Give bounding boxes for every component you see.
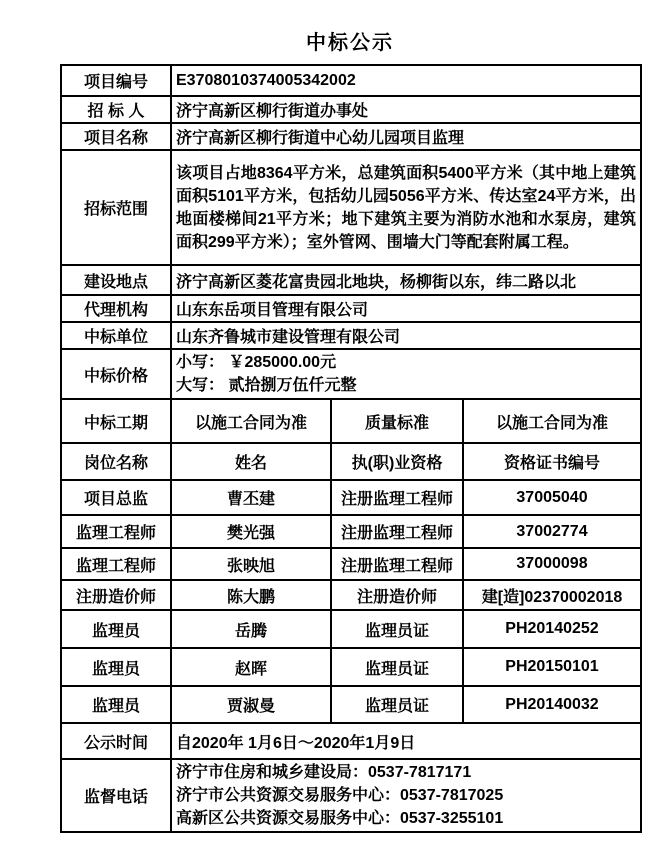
staff-cert-no: PH20140252 (463, 610, 641, 648)
phone-line: 济宁市公共资源交易服务中心：0537-7817025 (176, 787, 504, 804)
table-row-supervision-phone (61, 759, 641, 832)
staff-position: 监理工程师 (61, 515, 171, 548)
header-cert-no: 资格证书编号 (463, 443, 641, 480)
row-value: 济宁高新区柳行街道中心幼儿园项目监理 (171, 123, 641, 150)
row-value: 济宁高新区菱花富贵园北地块，杨柳街以东，纬二路以北 (171, 265, 641, 295)
table-row-period-quality (61, 399, 641, 443)
staff-name: 樊光强 (171, 515, 331, 548)
header-position: 岗位名称 (61, 443, 171, 480)
row-label: 项目名称 (61, 123, 171, 150)
staff-qualification: 注册监理工程师 (331, 515, 463, 548)
table-row-project-number (61, 65, 641, 96)
quality-value: 以施工合同为准 (463, 399, 641, 443)
table-row-project-name (61, 123, 641, 150)
row-label: 监督电话 (61, 759, 171, 832)
quality-label: 质量标准 (331, 399, 463, 443)
table-row-bid-scope (61, 150, 641, 265)
price-uppercase: 大写： 贰拾捌万伍仟元整 (176, 377, 357, 394)
staff-cert-no: 37002774 (463, 515, 641, 548)
staff-name: 曹丕建 (171, 480, 331, 515)
staff-qualification: 监理员证 (331, 610, 463, 648)
phone-line: 高新区公共资源交易服务中心：0537-3255101 (176, 810, 504, 827)
staff-qualification: 注册监理工程师 (331, 480, 463, 515)
page-title: 中标公示 (306, 32, 394, 54)
table-row-staff (61, 610, 641, 648)
staff-cert-no: 37000098 (463, 548, 641, 580)
table-row-staff (61, 515, 641, 548)
table-row-publicity-time (61, 723, 641, 759)
price-lowercase: 小写： ￥285000.00元 (176, 354, 337, 371)
row-value: 济宁高新区柳行街道办事处 (171, 96, 641, 123)
staff-cert-no: 建[造]02370002018 (463, 580, 641, 610)
table-row-staff (61, 686, 641, 723)
phone-line: 济宁市住房和城乡建设局：0537-7817171 (176, 764, 472, 781)
table-row-bid-price (61, 349, 641, 399)
row-label: 代理机构 (61, 295, 171, 322)
row-label: 项目编号 (61, 65, 171, 96)
table-row-construction-site (61, 265, 641, 295)
table-row-staff (61, 648, 641, 686)
row-label: 中标价格 (61, 349, 171, 399)
row-label: 中标单位 (61, 322, 171, 349)
row-value: 山东齐鲁城市建设管理有限公司 (171, 322, 641, 349)
table-row-winning-bidder (61, 322, 641, 349)
row-label: 建设地点 (61, 265, 171, 295)
header-name: 姓名 (171, 443, 331, 480)
staff-name: 岳腾 (171, 610, 331, 648)
table-row-staff (61, 548, 641, 580)
row-value (171, 349, 641, 399)
staff-position: 监理工程师 (61, 548, 171, 580)
staff-cert-no: PH20140032 (463, 686, 641, 723)
staff-qualification: 监理员证 (331, 648, 463, 686)
table-row-staff-header (61, 443, 641, 480)
staff-qualification: 监理员证 (331, 686, 463, 723)
header-qualification: 执(职)业资格 (331, 443, 463, 480)
staff-name: 陈大鹏 (171, 580, 331, 610)
staff-position: 监理员 (61, 648, 171, 686)
staff-qualification: 注册造价师 (331, 580, 463, 610)
row-value: 该项目占地8364平方米，总建筑面积5400平方米（其中地上建筑面积5101平方米，包括幼儿园5056平方米、传达室24平方米，出地面楼梯间21平方米；地下建筑主要为消防水池和水泵房，建筑面积299平方米）；室外管网、围墙大门等配套附属工程。 (171, 150, 641, 265)
staff-cert-no: PH20150101 (463, 648, 641, 686)
row-value: E3708010374005342002 (171, 65, 641, 96)
staff-name: 张映旭 (171, 548, 331, 580)
staff-position: 注册造价师 (61, 580, 171, 610)
staff-cert-no: 37005040 (463, 480, 641, 515)
table-row-staff (61, 480, 641, 515)
staff-name: 贾淑曼 (171, 686, 331, 723)
staff-name: 赵晖 (171, 648, 331, 686)
row-label: 公示时间 (61, 723, 171, 759)
staff-position: 项目总监 (61, 480, 171, 515)
row-value: 山东东岳项目管理有限公司 (171, 295, 641, 322)
staff-position: 监理员 (61, 610, 171, 648)
period-value: 以施工合同为准 (171, 399, 331, 443)
staff-position: 监理员 (61, 686, 171, 723)
table-row-agency (61, 295, 641, 322)
row-value (171, 759, 641, 832)
row-label: 招 标 人 (61, 96, 171, 123)
row-value: 自2020年 1月6日～2020年1月9日 (171, 723, 641, 759)
period-label: 中标工期 (61, 399, 171, 443)
row-label: 招标范围 (61, 150, 171, 265)
table-row-tenderee (61, 96, 641, 123)
announcement-table (60, 64, 642, 833)
table-row-staff (61, 580, 641, 610)
staff-qualification: 注册监理工程师 (331, 548, 463, 580)
